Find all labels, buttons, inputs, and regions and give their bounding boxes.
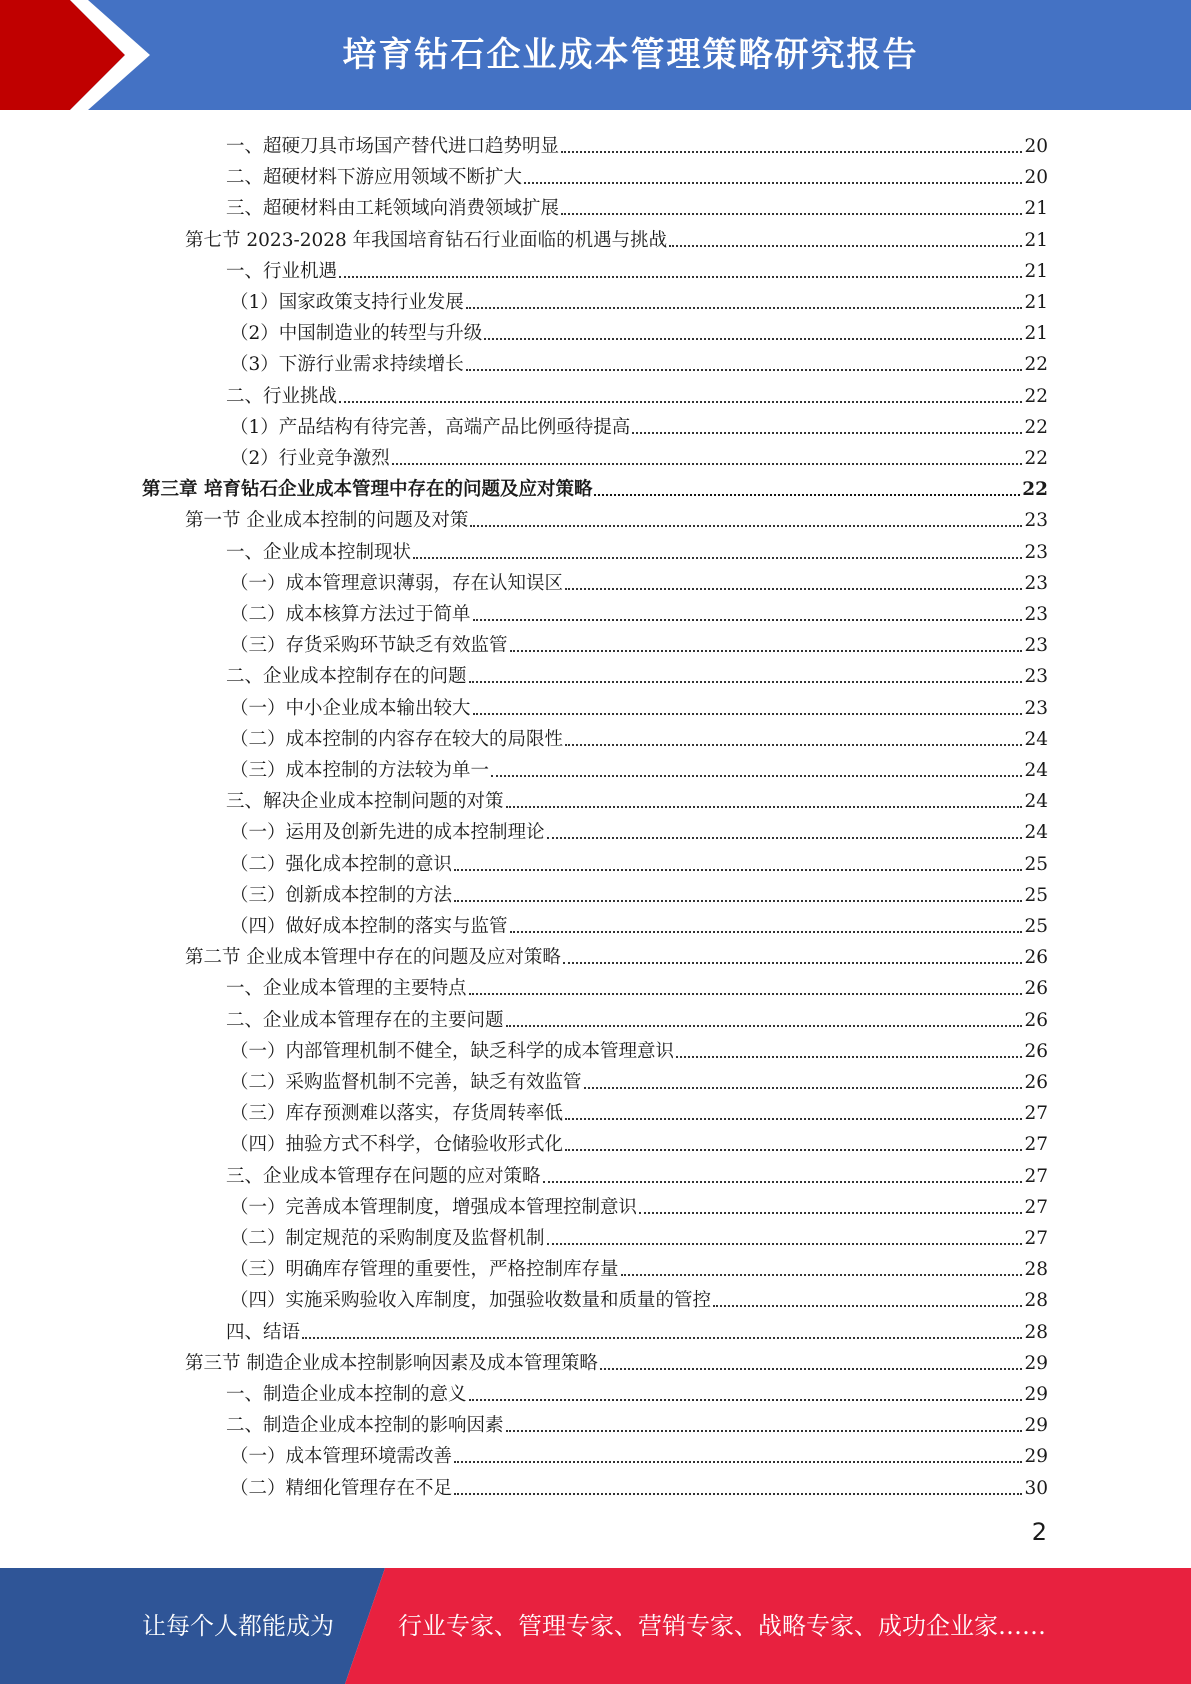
toc-entry[interactable] [226, 1313, 1048, 1344]
toc-entry-label: （二）精细化管理存在不足 [230, 1477, 453, 1499]
toc-dot-leader [676, 1056, 1022, 1058]
toc-entry-label: 第七节 2023-2028 年我国培育钻石行业面临的机遇与挑战 [185, 229, 668, 251]
toc-entry-label: （二）成本控制的内容存在较大的局限性 [230, 728, 564, 750]
toc-entry-label: 第二节 企业成本管理中存在的问题及应对策略 [185, 947, 561, 969]
toc-entry[interactable] [230, 1250, 1048, 1281]
toc-entry-label: （三）存货采购环节缺乏有效监管 [230, 635, 508, 657]
toc-entry-page: 21 [1024, 323, 1048, 345]
toc-dot-leader [484, 338, 1022, 340]
toc-entry[interactable] [226, 1001, 1048, 1032]
toc-entry[interactable] [230, 439, 1048, 470]
toc-dot-leader [524, 182, 1022, 184]
toc-entry-label: （2）中国制造业的转型与升级 [230, 323, 483, 345]
toc-entry-page: 20 [1024, 136, 1048, 157]
toc-entry-page: 26 [1024, 1072, 1048, 1093]
toc-entry-label: （3）下游行业需求持续增长 [230, 354, 464, 376]
toc-entry[interactable] [230, 813, 1048, 844]
toc-dot-leader [506, 1430, 1023, 1432]
toc-dot-leader [469, 1399, 1023, 1401]
toc-entry[interactable] [226, 158, 1048, 189]
toc-entry-page: 21 [1024, 198, 1048, 220]
toc-entry-page: 23 [1024, 510, 1048, 532]
toc-dot-leader [594, 494, 1020, 496]
toc-entry[interactable] [226, 1406, 1048, 1437]
toc-entry-label: （三）库存预测难以落实，存货周转率低 [230, 1103, 564, 1125]
toc-entry[interactable] [230, 345, 1048, 376]
toc-dot-leader [506, 1025, 1023, 1027]
toc-entry-page: 25 [1024, 916, 1048, 937]
toc-dot-leader [469, 993, 1023, 995]
toc-entry-label: （四）实施采购验收入库制度，加强验收数量和质量的管控 [230, 1290, 712, 1312]
toc-dot-leader [454, 1461, 1022, 1463]
toc-dot-leader [713, 1305, 1022, 1307]
toc-entry[interactable] [230, 1063, 1048, 1094]
toc-entry-page: 28 [1024, 1259, 1048, 1281]
toc-entry-label: （三）明确库存管理的重要性，严格控制库存量 [230, 1259, 619, 1281]
toc-dot-leader [473, 619, 1023, 621]
toc-dot-leader [565, 744, 1022, 746]
toc-entry[interactable] [226, 533, 1048, 564]
toc-entry[interactable] [230, 1437, 1048, 1468]
toc-entry-page: 26 [1024, 1009, 1048, 1031]
toc-entry-label: （1）国家政策支持行业发展 [230, 292, 464, 313]
toc-entry-page: 27 [1024, 1134, 1048, 1156]
toc-dot-leader [454, 900, 1022, 902]
toc-entry-page: 26 [1024, 947, 1048, 969]
toc-dot-leader [632, 432, 1022, 434]
toc-dot-leader [392, 463, 1023, 465]
toc-entry-page: 28 [1024, 1321, 1048, 1343]
toc-entry[interactable] [230, 689, 1048, 720]
toc-entry-label: 一、制造企业成本控制的意义 [226, 1384, 467, 1405]
toc-entry-page: 23 [1024, 635, 1048, 657]
toc-dot-leader [506, 806, 1023, 808]
toc-dot-leader [547, 1243, 1023, 1245]
toc-entry-page: 29 [1024, 1415, 1048, 1437]
toc-entry-page: 27 [1024, 1196, 1048, 1218]
toc-entry-label: 二、制造企业成本控制的影响因素 [226, 1415, 504, 1437]
toc-dot-leader [454, 869, 1022, 871]
toc-dot-leader [510, 650, 1023, 652]
toc-entry-page: 24 [1024, 728, 1048, 750]
toc-dot-leader [466, 307, 1023, 309]
toc-entry-page: 22 [1024, 416, 1048, 438]
toc-dot-leader [302, 1337, 1022, 1339]
toc-entry[interactable] [230, 1125, 1048, 1156]
toc-entry[interactable] [230, 1032, 1048, 1063]
toc-entry[interactable] [230, 314, 1048, 345]
toc-entry-label: （二）采购监督机制不完善，缺乏有效监管 [230, 1072, 582, 1093]
toc-entry-label: 第一节 企业成本控制的问题及对策 [185, 510, 469, 532]
toc-dot-leader [621, 1274, 1023, 1276]
toc-entry[interactable] [185, 501, 1048, 532]
toc-entry-page: 26 [1024, 1040, 1048, 1062]
toc-entry-page: 24 [1024, 822, 1048, 844]
toc-entry-page: 23 [1024, 541, 1048, 563]
toc-entry[interactable] [185, 938, 1048, 969]
toc-entry[interactable] [230, 720, 1048, 751]
toc-entry-label: （一）中小企业成本输出较大 [230, 697, 471, 719]
header-arrow-decoration [0, 0, 160, 110]
toc-dot-leader [473, 713, 1023, 715]
toc-entry-label: （一）成本管理环境需改善 [230, 1446, 453, 1468]
toc-entry-label: 一、企业成本控制现状 [226, 541, 412, 563]
toc-entry[interactable] [142, 470, 1048, 501]
toc-entry-page: 29 [1024, 1384, 1048, 1405]
report-title: 培育钻石企业成本管理策略研究报告 [342, 35, 919, 75]
toc-entry-label: 一、行业机遇 [226, 260, 338, 282]
toc-dot-leader [547, 837, 1023, 839]
toc-entry-label: 二、企业成本控制存在的问题 [226, 666, 467, 688]
toc-entry-label: 二、企业成本管理存在的主要问题 [226, 1009, 504, 1031]
toc-entry-label: （一）成本管理意识薄弱，存在认知误区 [230, 572, 564, 594]
toc-entry[interactable] [230, 595, 1048, 626]
toc-entry[interactable] [230, 876, 1048, 907]
toc-entry-page: 27 [1024, 1165, 1048, 1187]
toc-entry-page: 26 [1024, 978, 1048, 1000]
toc-entry-page: 27 [1024, 1103, 1048, 1125]
toc-entry-label: 二、超硬材料下游应用领域不断扩大 [226, 167, 523, 189]
toc-dot-leader [565, 1118, 1022, 1120]
toc-entry-label: （一）内部管理机制不健全，缺乏科学的成本管理意识 [230, 1040, 675, 1062]
toc-entry-label: （二）制定规范的采购制度及监督机制 [230, 1228, 545, 1249]
toc-entry-label: （二）成本核算方法过于简单 [230, 604, 471, 625]
toc-entry[interactable] [230, 751, 1048, 782]
footer-slogan-right: 行业专家、管理专家、营销专家、战略专家、成功企业家…… [398, 1612, 1046, 1640]
toc-dot-leader [561, 213, 1022, 215]
toc-entry-page: 25 [1024, 853, 1048, 875]
toc-dot-leader [669, 245, 1022, 247]
toc-entry-page: 21 [1024, 229, 1048, 251]
toc-entry-label: （2）行业竞争激烈 [230, 448, 390, 469]
toc-entry[interactable] [230, 1469, 1048, 1500]
toc-dot-leader [510, 931, 1023, 933]
toc-dot-leader [639, 1212, 1022, 1214]
toc-entry[interactable] [230, 626, 1048, 657]
footer-banner [0, 1568, 1191, 1684]
toc-entry-label: （四）抽验方式不科学，仓储验收形式化 [230, 1134, 564, 1156]
toc-entry-label: 三、超硬材料由工耗领域向消费领域扩展 [226, 198, 560, 220]
toc-entry[interactable] [230, 564, 1048, 595]
toc-dot-leader [600, 1368, 1023, 1370]
toc-entry-page: 21 [1024, 292, 1048, 313]
toc-dot-leader [339, 401, 1022, 403]
toc-entry-page: 20 [1024, 167, 1048, 189]
toc-entry-page: 22 [1022, 479, 1048, 501]
toc-entry[interactable] [230, 1188, 1048, 1219]
toc-dot-leader [470, 525, 1022, 527]
toc-dot-leader [454, 1493, 1022, 1495]
toc-entry[interactable] [226, 1157, 1048, 1188]
header-banner [0, 0, 1191, 110]
toc-entry-label: 三、企业成本管理存在问题的应对策略 [226, 1165, 541, 1187]
toc-entry-label: 一、超硬刀具市场国产替代进口趋势明显 [226, 136, 560, 157]
toc-entry[interactable] [230, 283, 1048, 314]
toc-entry-label: 二、行业挑战 [226, 385, 338, 407]
toc-entry-page: 24 [1024, 791, 1048, 813]
toc-entry-label: 第三章 培育钻石企业成本管理中存在的问题及应对策略 [142, 479, 593, 501]
toc-entry[interactable] [226, 189, 1048, 220]
toc-entry-page: 22 [1024, 354, 1048, 376]
toc-dot-leader [543, 1181, 1023, 1183]
toc-dot-leader [565, 588, 1022, 590]
toc-entry[interactable] [226, 657, 1048, 688]
toc-entry-page: 24 [1024, 760, 1048, 781]
toc-entry-label: （三）成本控制的方法较为单一 [230, 760, 490, 781]
toc-entry[interactable] [230, 907, 1048, 938]
toc-entry[interactable] [230, 1219, 1048, 1250]
toc-dot-leader [563, 962, 1023, 964]
toc-entry-label: （一）完善成本管理制度，增强成本管理控制意识 [230, 1196, 638, 1218]
toc-entry-page: 29 [1024, 1352, 1048, 1374]
toc-entry-page: 23 [1024, 604, 1048, 625]
toc-entry-page: 30 [1024, 1477, 1048, 1499]
toc-entry-page: 27 [1024, 1228, 1048, 1249]
toc-entry-page: 22 [1024, 448, 1048, 469]
toc-entry-label: 四、结语 [226, 1321, 301, 1343]
toc-entry[interactable] [230, 408, 1048, 439]
toc-entry-label: （三）创新成本控制的方法 [230, 884, 453, 906]
toc-entry-label: 第三节 制造企业成本控制影响因素及成本管理策略 [185, 1352, 598, 1374]
toc-entry-label: 三、解决企业成本控制问题的对策 [226, 791, 504, 813]
toc-entry-page: 28 [1024, 1290, 1048, 1312]
page-number: 2 [1031, 1518, 1047, 1546]
toc-entry-label: （二）强化成本控制的意识 [230, 853, 453, 875]
toc-entry[interactable] [226, 782, 1048, 813]
toc-entry[interactable] [230, 1094, 1048, 1125]
toc-entry[interactable] [230, 1281, 1048, 1312]
toc-dot-leader [491, 775, 1022, 777]
toc-entry-page: 25 [1024, 884, 1048, 906]
toc-entry[interactable] [226, 252, 1048, 283]
toc-entry[interactable] [226, 127, 1048, 158]
toc-dot-leader [339, 276, 1022, 278]
toc-entry-page: 29 [1024, 1446, 1048, 1468]
toc-dot-leader [561, 151, 1022, 153]
toc-entry[interactable] [185, 1344, 1048, 1375]
toc-dot-leader [466, 369, 1023, 371]
footer-slogan-left: 让每个人都能成为 [142, 1612, 334, 1640]
toc-entry[interactable] [226, 969, 1048, 1000]
toc-entry-page: 23 [1024, 697, 1048, 719]
toc-entry[interactable] [230, 845, 1048, 876]
toc-entry-label: 一、企业成本管理的主要特点 [226, 978, 467, 1000]
toc-dot-leader [584, 1087, 1023, 1089]
toc-entry-label: （四）做好成本控制的落实与监管 [230, 916, 508, 937]
toc-entry-label: （一）运用及创新先进的成本控制理论 [230, 822, 545, 844]
toc-dot-leader [469, 681, 1023, 683]
toc-entry-label: （1）产品结构有待完善，高端产品比例亟待提高 [230, 416, 631, 438]
toc-entry[interactable] [226, 1375, 1048, 1406]
toc-entry[interactable] [185, 221, 1048, 252]
toc-entry[interactable] [226, 377, 1048, 408]
toc-entry-page: 23 [1024, 666, 1048, 688]
toc-dot-leader [565, 1149, 1022, 1151]
toc-entry-page: 22 [1024, 385, 1048, 407]
toc-entry-page: 21 [1024, 260, 1048, 282]
toc-dot-leader [413, 557, 1022, 559]
toc-entry-page: 23 [1024, 572, 1048, 594]
